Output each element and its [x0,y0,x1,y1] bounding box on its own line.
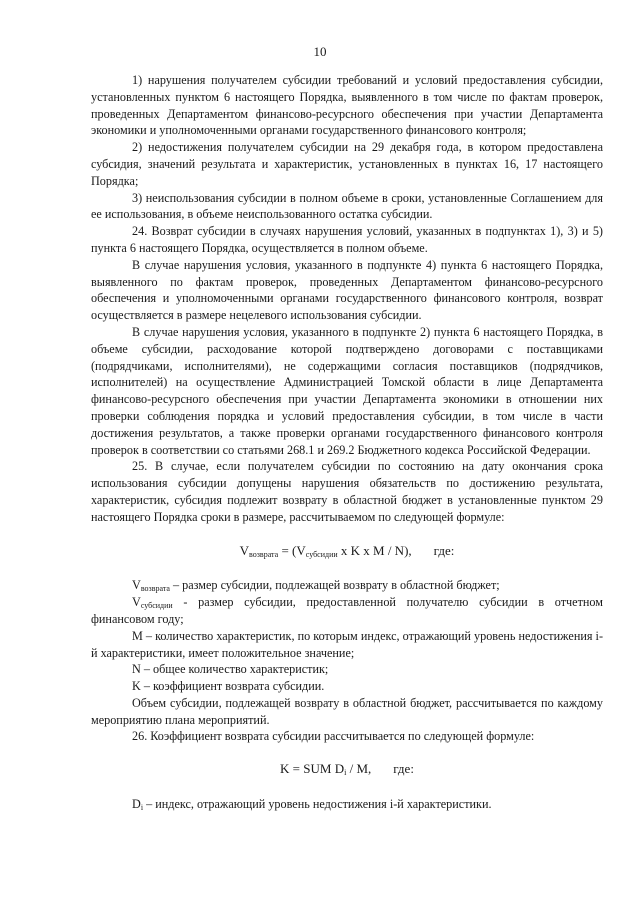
formula-coefficient: K = SUM $D_i$ / M, где: [280,761,414,778]
paragraph: Объем субсидии, подлежащей возврату в областной бюджет, рассчитывается по каждому мероприятию плана мероприятий. [91,695,603,727]
definition-d-index: $D_i$ – индекс, отражающий уровень недостижения i-й характеристики. [132,797,492,813]
document-body [91,72,603,813]
paragraph: M – количество характеристик, по которым индекс, отражающий уровень недостижения i-й характеристики, имеет положительное значение; [91,628,603,660]
definition-v-subsidy: $V_{субсидии}$ - размер субсидии, предоставленной получателю субсидии в отчетном финансовом году; [91,595,603,626]
paragraph: 3) неиспользования субсидии в полном объеме в сроки, установленные Соглашением для ее использования, в объеме неиспользованного остатка субсидии. [91,190,603,222]
paragraph: 2) недостижения получателем субсидии на 29 декабря года, в котором предоставлена субсидия, значений результата и характеристик, установленных в пунктах 16, 17 настоящего Порядка; [91,140,603,188]
paragraph: В случае нарушения условия, указанного в подпункте 2) пункта 6 настоящего Порядка, в объеме субсидии, расходование которой подтверждено договорами с поставщиками (подрядчиками, исполнителями), не содержащими согласия поставщиков (подрядчиков, исполнителей) на осуществление Администрацией Томской области в лице Департамента финансово-ресурсного обеспечения при участии Департамента экономики в отношении них проверки соблюдения порядка и условий предоставления субсидии, в том числе в части достижения результатов, а также проверки органами государственного финансового контроля проверок в соответствии со статьями 268.1 и 269.2 Бюджетного кодекса Российской Федерации. [91,324,603,457]
definition-v-refund: $V_{возврата}$ – размер субсидии, подлежащей возврату в областной бюджет; [132,578,500,594]
paragraph: 25. В случае, если получателем субсидии по состоянию на дату окончания срока использования субсидии допущены нарушения обязательств по достижению результата, характеристик, субсидия подлежит возврату в областной бюджет в установленные пунктом 29 настоящего Порядка сроки в размере, рассчитываемом по следующей формуле: [91,459,603,524]
paragraph: 24. Возврат субсидии в случаях нарушения условий, указанных в подпунктах 1), 3) и 5) пункта 6 настоящего Порядка, осуществляется в полном объеме. [91,224,603,255]
paragraph: N – общее количество характеристик; [132,662,329,677]
paragraph: K – коэффициент возврата субсидии. [132,679,325,694]
page-number: 10 [313,44,327,59]
formula-refund: $V_{возврата} = (V_{субсидии}$ x K x M / N), где: [239,542,455,559]
paragraph: В случае нарушения условия, указанного в подпункте 4) пункта 6 настоящего Порядка, выявленного по фактам проверок, проведенных Департаментом финансово-ресурсного обеспечения и уполномоченными органами государственного финансового контроля, возврат осуществляется в размере нецелевого использования субсидии. [91,257,603,323]
paragraph: 1) нарушения получателем субсидии требований и условий предоставления субсидии, установленных пунктом 6 настоящего Порядка, выявленного в том числе по фактам проверок, проведенных Департаментом финансово-ресурсного обеспечения при участии Департамента экономики и уполномоченными органами государственного финансового контроля; [91,73,603,138]
paragraph: 26. Коэффициент возврата субсидии рассчитывается по следующей формуле: [132,729,535,744]
